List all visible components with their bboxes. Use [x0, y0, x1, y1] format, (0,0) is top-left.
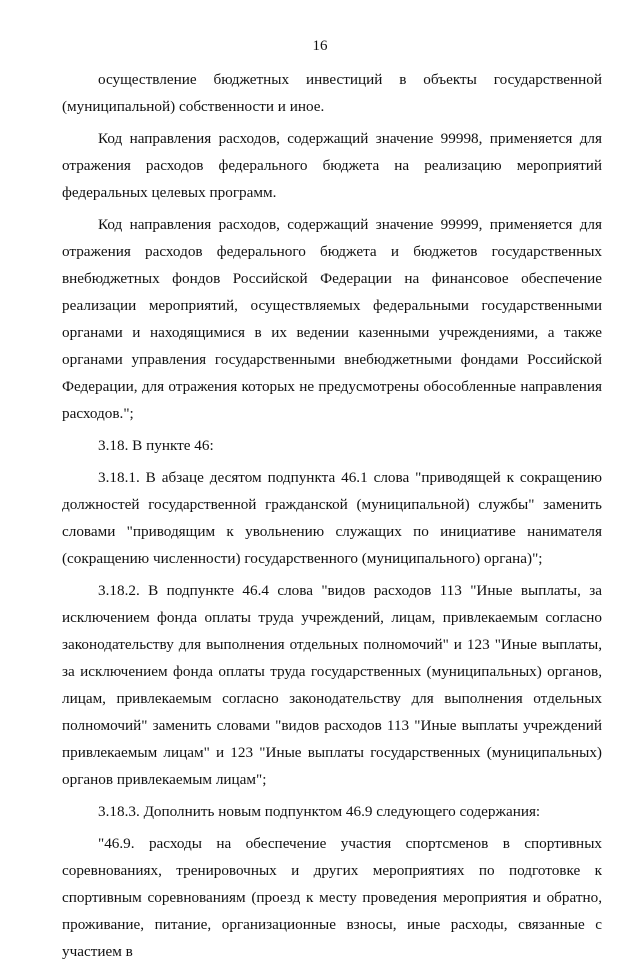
paragraph-code-99999: Код направления расходов, содержащий значение 99999, применяется для отражения расходов федерального бюджета и бюджетов государственных внебюджетных фондов Российской Федерации на финансовое обеспечение реализации мероприятий, осуществляемых федеральными государственными органами и находящимися в их ведении казенными учреждениями, а также органами управления государственными внебюджетными фондами Российской Федерации, для отражения которых не предусмотрены обособленные направления расходов."; [62, 216, 602, 422]
paragraph-item-3-18: 3.18. В пункте 46: [98, 437, 214, 454]
paragraph-code-99998: Код направления расходов, содержащий значение 99998, применяется для отражения расходов федерального бюджета на реализацию мероприятий федеральных целевых программ. [62, 130, 602, 201]
paragraph-item-3-18-2: 3.18.2. В подпункте 46.4 слова "видов расходов 113 "Иные выплаты, за исключением фонда оплаты труда учреждений, лицам, привлекаемым согласно законодательству для выполнения отдельных полномочий" и 123 "Иные выплаты, за исключением фонда оплаты труда государственных (муниципальных) органов, лицам, привлекаемым согласно законодательству для выполнения отдельных полномочий" заменить словами "видов расходов 113 "Иные выплаты учреждений привлекаемым лицам" и 123 "Иные выплаты государственных (муниципальных) органов привлекаемым лицам"; [62, 582, 602, 788]
paragraph-item-3-18-3: 3.18.3. Дополнить новым подпунктом 46.9 следующего содержания: [98, 803, 541, 820]
paragraph-continuation: осуществление бюджетных инвестиций в объекты государственной (муниципальной) собственности и иное. [62, 71, 602, 115]
paragraph-item-3-18-1: 3.18.1. В абзаце десятом подпункта 46.1 слова "приводящей к сокращению должностей государственной гражданской (муниципальной) службы" заменить словами "приводящим к увольнению служащих по инициативе нанимателя (сокращению численности) государственного (муниципального) органа)"; [62, 469, 602, 567]
page-number: 16 [312, 38, 328, 54]
document-body [62, 66, 602, 965]
paragraph-item-46-9: "46.9. расходы на обеспечение участия спортсменов в спортивных соревнованиях, тренировочных и других мероприятиях по подготовке к спортивным соревнованиям (проезд к месту проведения мероприятия и обратно, проживание, питание, организационные взносы, иные расходы, связанные с участием в [62, 835, 602, 960]
